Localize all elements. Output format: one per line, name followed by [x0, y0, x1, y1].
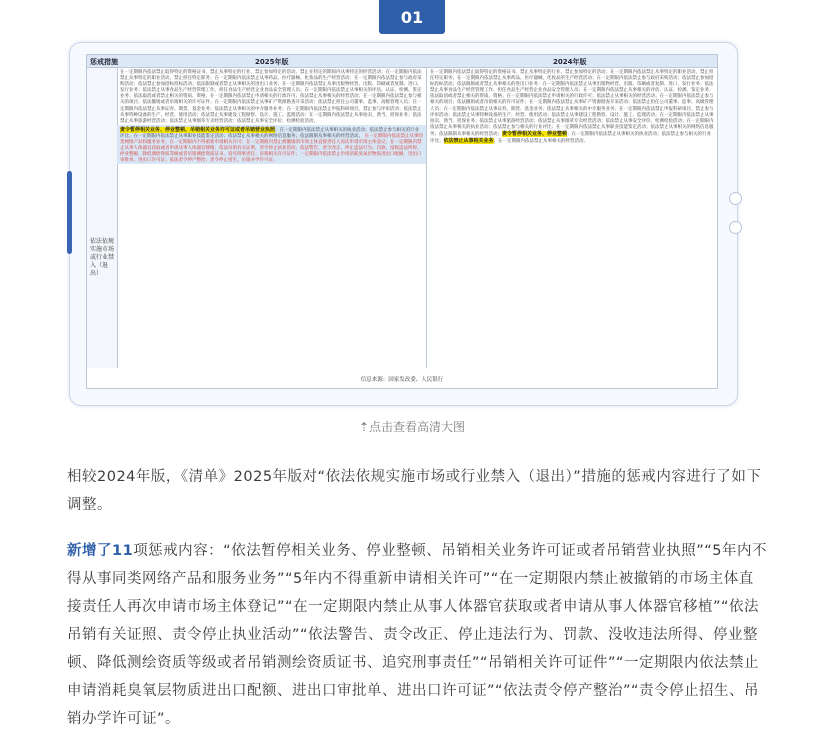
- cell-2024: [427, 68, 717, 368]
- header-measure: 惩戒措施: [90, 58, 118, 66]
- frame-accent-bar: [67, 171, 72, 254]
- row-label: 依法依规实施市场或行业禁入（退出）: [90, 238, 115, 277]
- highlight-2024-a: 责令暂停相关业务、停业整顿: [502, 130, 568, 137]
- table-header-row: [87, 55, 717, 68]
- text-2025-lower: [117, 125, 426, 165]
- added-body: 项惩戒内容：“依法暂停相关业务、停业整顿、吊销相关业务许可证或者吊销营业执照”“5年内不得从事同类网络产品和服务业务”“5年内不得重新申请相关许可”“在一定期限内禁止被撤销的市场主体直接责任人再次申请市场主体登记”“在一定期限内禁止从事人体器官获取或者申请从事人体器官移植”“依法吊销有关证照、责令停止执业活动”“依法警告、责令改正、停止违法行为、罚款、没收违法所得、停业整顿、降低测绘资质等级或者吊销测绘资质证书、追究刑事责任”“吊销相关许可证件”“一定期限内依法禁止申请消耗臭氧层物质进出口配额、进出口审批单、进出口许可证”“依法责令停产整治”“责令停止招生、吊销办学许可证”。: [67, 543, 767, 727]
- frame-handle-top: [729, 192, 742, 205]
- image-caption[interactable]: [0, 418, 824, 435]
- caption-text: 点击查看高清大图: [369, 420, 466, 434]
- cell-2025: [117, 68, 427, 368]
- highlight-2024-b: 依法禁止从事相关业务: [443, 138, 494, 145]
- header-2024: 2024年版: [553, 58, 587, 66]
- text-2024-tail: ；在一定期限内依法禁止从事相关的经营活动。: [493, 139, 589, 145]
- added-count: 11: [112, 543, 134, 559]
- text-2024-mid: ；在一定期限内依法禁止从事相关的执业活动；依法禁止参与相关的行业评比；: [430, 131, 712, 145]
- pointer-icon: ⇡: [358, 420, 370, 434]
- row-label-cell: [87, 68, 118, 368]
- text-2025-upper: 在一定期限内依法禁止取得特定的资格证书、禁止从事特定的行业、禁止参加特定的活动、禁止在特定的期间内从事特定的经营活动；在一定期限内依法禁止从事特定的职业活动，禁止担任特定职务；在一定期限内依法禁止从事药品、医疗器械、化妆品的生产经营活动；在一定期限内依法禁止参与政府采购活动；依法禁止参加招标投标活动；依法限制或者禁止从事相关的进出口业务；在一定期限内依法禁止从事出版物经营、出版、印刷或者复制、进口、发行业务；依法禁止从事食品生产经营管理工作、担任食品生产经营企业食品安全管理人员；在一定期限内依法禁止从事相关的评估、认证、检测、鉴定业务；依法取消或者禁止相关的资质、资格；在一定期限内依法禁止申请相关的行政许可；依法禁止从事相关的经营活动；在一定期限内依法禁止参与相关的项目；依法撤销或者吊销相关的许可证件；在一定期限内依法禁止从事矿产资源勘查开采活动；依法禁止担任公司董事、监事、高级管理人员；在一定期限内依法禁止从事证券、期货、基金业务；依法禁止从事相关的中介服务业务；在一定期限内依法禁止申报科研项目、禁止参与评审活动；依法禁止从事特种设备的生产、经营、使用活动；依法禁止从事建设工程勘察、设计、施工、监理活动；在一定期限内依法禁止从事拍卖、典当、担保业务；依法禁止从事旅游经营活动；依法禁止从事烟草专卖经营活动；依法禁止从事安全评价、检测检验活动。: [120, 70, 422, 124]
- text-2024-body: [427, 68, 717, 145]
- source-note: 信息来源：国家发改委、人民银行: [360, 377, 444, 383]
- comparison-table: [86, 54, 718, 389]
- added-lead: 新增了: [67, 543, 112, 559]
- text-2025-new-items: 在一定期限内依法禁止从事同类网络产品和服务业务；在一定期限内不得重新申请相关许可；在一定期限内禁止被撤销的市场主体直接责任人再次申请市场主体登记；在一定期限内禁止从事人体器官获取或者申请从事人体器官移植；依法吊销有关证照、责令停止执业活动；依法警告、责令改正、停止违法行为、罚款、没收违法所得、停业整顿、降低测绘资质等级或者吊销测绘资质证书、追究刑事责任；吊销相关许可证件；一定期限内依法禁止申请消耗臭氧层物质进出口配额、进出口审批单、进出口许可证；依法责令停产整治；责令停止招生、吊销办学许可证。: [120, 133, 423, 164]
- paragraph-intro: 相较2024年版，《清单》2025年版对“依法依规实施市场或行业禁入（退出）”措施的惩戒内容进行了如下调整。: [67, 469, 762, 513]
- frame-handle-bottom: [729, 221, 742, 234]
- text-2024-upper: 在一定期限内依法禁止取得特定的资格证书、禁止从事特定的行业、禁止参加特定的活动；在一定期限内依法禁止从事特定的职业活动，禁止担任特定职务；在一定期限内依法禁止从事药品、医疗器械、化妆品的生产经营活动；在一定期限内依法禁止参与政府采购活动；依法禁止参加招标投标活动；依法限制或者禁止从事相关的进出口业务；在一定期限内依法禁止从事出版物经营、出版、印刷或者复制、进口、发行业务；依法禁止从事食品生产经营管理工作、担任食品生产经营企业食品安全管理人员；在一定期限内依法禁止从事相关的评估、认证、检测、鉴定业务；依法取消或者禁止相关的资质、资格；在一定期限内依法禁止申请相关的行政许可；依法禁止从事相关的经营活动；在一定期限内依法禁止参与相关的项目；依法撤销或者吊销相关的许可证件；在一定期限内依法禁止从事矿产资源勘查开采活动；依法禁止担任公司董事、监事、高级管理人员；在一定期限内依法禁止从事证券、期货、基金业务；依法禁止从事相关的中介服务业务；在一定期限内依法禁止申报科研项目、禁止参与评审活动；依法禁止从事特种设备的生产、经营、使用活动；依法禁止从事建设工程勘察、设计、施工、监理活动；在一定期限内依法禁止从事拍卖、典当、担保业务；依法禁止从事旅游经营活动；依法禁止从事烟草专卖经营活动；依法禁止从事安全评价、检测检验活动；在一定期限内依法禁止从事相关的执业活动；依法禁止参与相关的行业评比；在一定期限内依法禁止从事职业技能鉴定活动；依法禁止从事相关的网络信息服务；依法限制从事相关的经营活动；: [430, 70, 714, 137]
- highlight-2025-main: 责令暂停相关业务、停业整顿、吊销相关业务许可证或者吊销营业执照: [120, 126, 276, 133]
- section-number-badge: 01: [379, 0, 445, 34]
- text-2025-mid: ；在一定期限内依法禁止从事相关的执业活动；依法禁止参与相关的行业评比；在一定期限内依法禁止从事职业技能鉴定活动；依法禁止从事相关的网络信息服务；依法限制从事相关的经营活动。: [120, 127, 420, 139]
- header-2025: 2025年版: [255, 58, 289, 66]
- paragraph-added-items: [67, 537, 767, 733]
